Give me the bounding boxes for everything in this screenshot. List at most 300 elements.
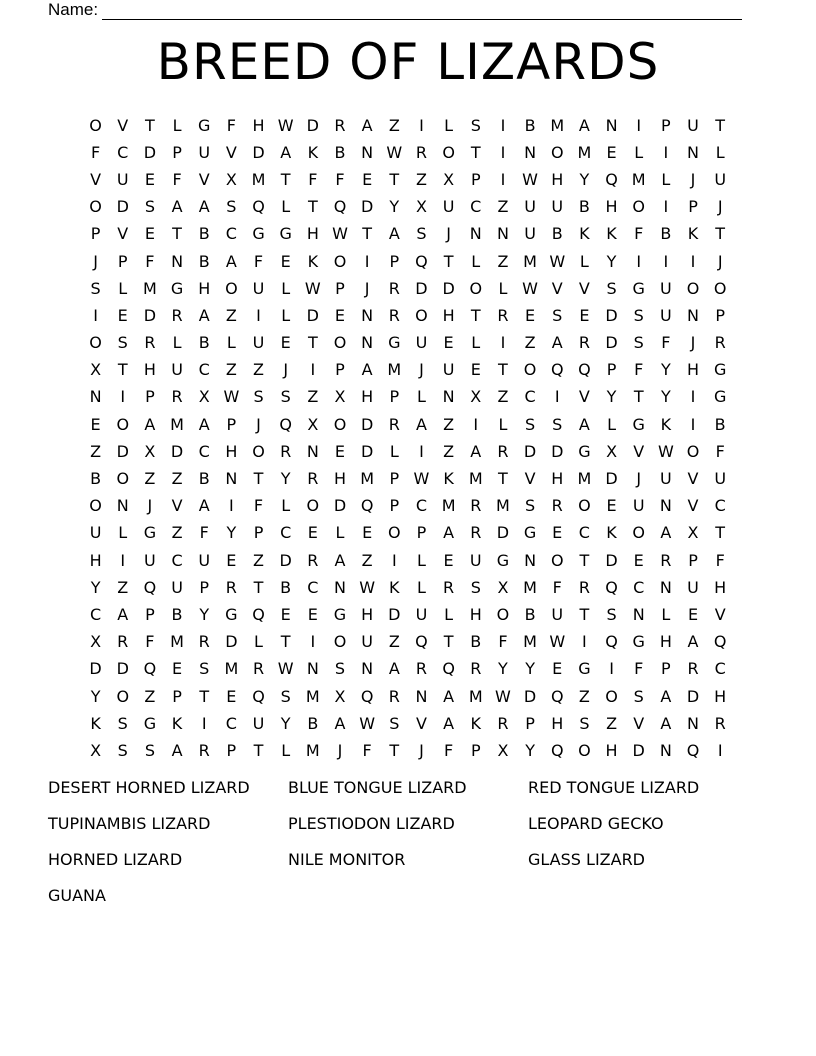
grid-cell: M (360, 469, 375, 489)
grid-cell: A (660, 713, 672, 733)
grid-cell: U (714, 169, 727, 189)
word-list-item: BLUE TONGUE LIZARD (288, 778, 467, 797)
grid-cell: N (687, 142, 699, 162)
grid-cell: W (413, 469, 430, 489)
grid-cell: M (523, 251, 537, 271)
grid-cell: T (715, 224, 726, 244)
grid-cell: S (226, 197, 237, 217)
grid-cell: K (660, 414, 672, 434)
grid-cell: K (606, 523, 617, 543)
grid-cell: T (579, 550, 590, 570)
grid-cell: Y (498, 659, 508, 679)
grid-cell: O (550, 142, 564, 162)
grid-cell: G (578, 441, 591, 461)
grid-cell: D (143, 142, 157, 162)
grid-cell: R (388, 414, 400, 434)
grid-cell: E (226, 686, 237, 706)
grid-cell: E (362, 169, 373, 189)
grid-cell: D (415, 278, 428, 298)
grid-cell: P (389, 387, 400, 407)
grid-cell: U (198, 550, 211, 570)
grid-cell: T (389, 169, 400, 189)
grid-cell: W (277, 659, 294, 679)
grid-cell: T (362, 224, 373, 244)
grid-cell: U (171, 577, 183, 597)
grid-cell: O (333, 333, 347, 353)
grid-cell: L (118, 523, 128, 543)
grid-cell: R (687, 659, 699, 679)
grid-cell: R (280, 441, 292, 461)
grid-cell: C (198, 360, 210, 380)
grid-cell: E (307, 523, 318, 543)
grid-cell: U (198, 142, 211, 162)
grid-cell: G (713, 360, 727, 380)
grid-cell: E (226, 550, 237, 570)
grid-cell: J (147, 496, 153, 516)
grid-cell: Y (226, 523, 237, 543)
grid-row (82, 139, 734, 166)
grid-cell: J (256, 414, 261, 434)
grid-cell: V (524, 469, 536, 489)
grid-cell: D (360, 441, 374, 461)
grid-cell: Q (360, 496, 374, 516)
grid-cell: R (497, 713, 509, 733)
grid-cell: N (632, 604, 645, 624)
grid-cell: A (198, 305, 210, 325)
grid-cell: V (225, 142, 237, 162)
grid-cell: Q (333, 197, 347, 217)
grid-cell: B (524, 115, 536, 135)
grid-cell: I (419, 115, 424, 135)
grid-cell: H (143, 360, 156, 380)
grid-cell: D (605, 305, 618, 325)
grid-cell: P (335, 360, 345, 380)
grid-cell: S (525, 496, 536, 516)
grid-row (82, 384, 734, 411)
grid-cell: L (118, 278, 128, 298)
grid-cell: L (579, 251, 589, 271)
grid-cell: H (659, 632, 672, 652)
grid-cell: I (582, 632, 587, 652)
grid-cell: Y (660, 387, 671, 407)
grid-cell: H (714, 686, 727, 706)
grid-cell: H (306, 224, 319, 244)
grid-cell: N (116, 496, 129, 516)
grid-cell: O (89, 197, 102, 217)
grid-cell: M (441, 496, 456, 516)
grid-cell: J (690, 169, 696, 189)
grid-cell: N (415, 686, 428, 706)
grid-row (82, 357, 734, 384)
grid-cell: J (717, 197, 723, 217)
grid-cell: D (116, 659, 129, 679)
grid-cell: P (335, 278, 345, 298)
grid-cell: P (389, 496, 400, 516)
grid-cell: D (551, 441, 564, 461)
grid-cell: F (253, 496, 264, 516)
grid-cell: T (715, 115, 726, 135)
grid-cell: J (419, 740, 424, 760)
grid-cell: H (551, 469, 564, 489)
grid-cell: I (391, 550, 397, 570)
grid-cell: T (443, 251, 454, 271)
grid-cell: G (143, 523, 157, 543)
grid-cell: B (578, 197, 590, 217)
grid-cell: M (305, 686, 320, 706)
grid-cell: I (229, 496, 234, 516)
grid-cell: X (415, 197, 427, 217)
grid-cell: P (470, 740, 481, 760)
grid-cell: H (442, 305, 455, 325)
grid-cell: M (142, 278, 157, 298)
grid-cell: Z (171, 469, 183, 489)
grid-cell: C (714, 659, 726, 679)
grid-cell: Q (686, 740, 700, 760)
grid-cell: K (606, 224, 617, 244)
grid-cell: L (471, 333, 481, 353)
grid-cell: B (714, 414, 726, 434)
grid-cell: B (334, 142, 346, 162)
grid-cell: O (469, 278, 483, 298)
grid-cell: J (283, 360, 289, 380)
grid-cell: G (578, 659, 591, 679)
grid-cell: H (89, 550, 102, 570)
word-list-item: RED TONGUE LIZARD (528, 778, 700, 797)
grid-cell: Z (144, 686, 156, 706)
grid-cell: R (497, 305, 509, 325)
grid-cell: N (659, 496, 672, 516)
grid-cell: V (415, 713, 427, 733)
grid-cell: A (578, 414, 590, 434)
grid-row (82, 710, 734, 737)
grid-cell: H (714, 577, 727, 597)
grid-cell: T (307, 197, 318, 217)
grid-cell: G (632, 414, 645, 434)
grid-cell: X (90, 740, 102, 760)
grid-cell: H (469, 604, 482, 624)
grid-cell: S (525, 414, 536, 434)
grid-row (82, 302, 734, 329)
grid-cell: B (280, 577, 292, 597)
grid-cell: S (470, 577, 481, 597)
grid-cell: R (252, 659, 265, 679)
grid-cell: O (89, 115, 102, 135)
grid-cell: E (144, 224, 155, 244)
page-title: BREED OF LIZARDS (156, 33, 660, 91)
grid-cell: R (388, 278, 400, 298)
grid-cell: Z (415, 169, 427, 189)
grid-cell: J (717, 251, 723, 271)
grid-cell: C (89, 604, 102, 624)
grid-cell: R (307, 469, 319, 489)
grid-cell: B (90, 469, 102, 489)
grid-cell: L (335, 523, 345, 543)
grid-cell: L (661, 169, 671, 189)
word-list-item: PLESTIODON LIZARD (288, 814, 455, 833)
grid-cell: L (416, 387, 426, 407)
grid-cell: U (551, 197, 564, 217)
grid-cell: Z (253, 550, 264, 570)
grid-cell: Q (578, 360, 591, 380)
grid-cell: L (416, 577, 426, 597)
grid-cell: T (443, 632, 454, 652)
grid-cell: U (469, 550, 482, 570)
grid-cell: E (443, 333, 454, 353)
grid-cell: O (496, 604, 510, 624)
grid-cell: R (117, 632, 129, 652)
grid-cell: B (171, 604, 183, 624)
grid-cell: H (551, 713, 564, 733)
grid-cell: T (715, 523, 726, 543)
grid-cell: O (116, 469, 130, 489)
grid-cell: F (715, 441, 725, 461)
grid-cell: T (172, 224, 182, 244)
grid-cell: Z (606, 713, 618, 733)
grid-cell: L (281, 197, 291, 217)
grid-cell: N (361, 659, 374, 679)
grid-cell: K (389, 577, 400, 597)
grid-cell: T (470, 305, 481, 325)
grid-cell: V (117, 115, 129, 135)
grid-cell: M (550, 115, 565, 135)
grid-cell: F (226, 115, 236, 135)
grid-cell: O (306, 496, 320, 516)
grid-cell: C (633, 577, 645, 597)
grid-cell: E (90, 414, 101, 434)
grid-cell: D (116, 197, 129, 217)
grid-cell: O (225, 278, 238, 298)
grid-cell: I (690, 387, 696, 407)
grid-cell: A (388, 224, 400, 244)
grid-cell: E (470, 360, 481, 380)
grid-cell: Y (389, 197, 400, 217)
grid-cell: O (632, 197, 645, 217)
grid-cell: I (473, 414, 479, 434)
grid-cell: W (549, 632, 566, 652)
grid-cell: D (360, 197, 374, 217)
grid-cell: S (633, 305, 644, 325)
name-field (48, 0, 742, 20)
grid-cell: V (687, 496, 699, 516)
grid-cell: T (253, 577, 264, 597)
grid-cell: W (522, 169, 538, 189)
grid-cell: A (198, 197, 210, 217)
grid-cell: A (225, 251, 237, 271)
grid-cell: N (89, 387, 102, 407)
grid-cell: Z (497, 197, 509, 217)
grid-cell: B (198, 333, 210, 353)
grid-cell: L (172, 333, 182, 353)
grid-cell: A (198, 414, 210, 434)
grid-cell: P (525, 713, 535, 733)
grid-cell: I (201, 713, 207, 733)
grid-cell: S (552, 305, 563, 325)
grid-cell: Q (605, 632, 618, 652)
grid-cell: L (281, 740, 291, 760)
grid-cell: L (498, 278, 508, 298)
word-list-item: GUANA (48, 886, 106, 905)
grid-row (82, 411, 734, 438)
grid-cell: U (415, 604, 428, 624)
grid-cell: I (120, 387, 126, 407)
grid-cell: H (225, 441, 238, 461)
grid-cell: U (116, 169, 129, 189)
grid-cell: V (551, 278, 563, 298)
grid-cell: P (389, 469, 400, 489)
grid-cell: Z (361, 550, 373, 570)
grid-cell: O (578, 740, 591, 760)
grid-cell: C (524, 387, 536, 407)
grid-cell: T (199, 686, 210, 706)
grid-cell: C (225, 224, 237, 244)
grid-row (82, 330, 734, 357)
name-label: Name: (48, 0, 99, 19)
grid-cell: R (660, 550, 672, 570)
grid-cell: L (715, 142, 725, 162)
grid-cell: R (171, 305, 183, 325)
grid-cell: A (280, 142, 292, 162)
grid-cell: S (199, 659, 210, 679)
grid-cell: N (659, 577, 672, 597)
grid-cell: V (578, 387, 590, 407)
grid-cell: I (500, 115, 506, 135)
grid-cell: T (389, 740, 400, 760)
grid-cell: U (714, 469, 727, 489)
grid-cell: P (389, 251, 400, 271)
grid-cell: W (223, 387, 240, 407)
word-list-item: DESERT HORNED LIZARD (48, 778, 250, 797)
grid-cell: X (334, 686, 346, 706)
grid-cell: P (661, 115, 671, 135)
grid-cell: N (171, 251, 184, 271)
grid-cell: M (577, 142, 592, 162)
grid-cell: Z (225, 360, 237, 380)
grid-cell: N (524, 550, 537, 570)
grid-cell: I (636, 251, 642, 271)
grid-row (82, 112, 734, 139)
grid-cell: N (605, 115, 618, 135)
grid-cell: X (90, 632, 102, 652)
grid-cell: P (715, 305, 725, 325)
grid-cell: X (225, 169, 237, 189)
grid-cell: O (442, 142, 455, 162)
grid-cell: G (632, 632, 645, 652)
grid-cell: J (419, 360, 424, 380)
grid-cell: R (388, 305, 400, 325)
grid-cell: J (93, 251, 98, 271)
grid-cell: F (715, 550, 725, 570)
grid-row (82, 248, 734, 275)
grid-cell: C (280, 523, 292, 543)
grid-cell: S (633, 333, 644, 353)
grid-cell: T (498, 469, 508, 489)
grid-cell: A (361, 115, 373, 135)
grid-cell: V (633, 441, 645, 461)
grid-cell: C (714, 496, 726, 516)
grid-cell: Y (280, 713, 291, 733)
grid-cell: L (471, 251, 481, 271)
grid-cell: M (251, 169, 266, 189)
word-list-item: TUPINAMBIS LIZARD (48, 814, 211, 833)
grid-cell: H (361, 604, 374, 624)
grid-cell: R (415, 659, 428, 679)
grid-cell: K (90, 713, 101, 733)
grid-cell: D (605, 333, 618, 353)
grid-cell: T (117, 360, 128, 380)
grid-cell: A (334, 550, 346, 570)
grid-cell: N (361, 142, 374, 162)
grid-cell: S (389, 713, 400, 733)
grid-row (82, 520, 734, 547)
grid-cell: I (310, 632, 316, 652)
grid-cell: O (632, 523, 645, 543)
grid-cell: S (90, 278, 101, 298)
grid-cell: K (579, 224, 590, 244)
grid-cell: A (443, 523, 455, 543)
grid-cell: U (660, 469, 672, 489)
grid-cell: T (280, 632, 291, 652)
grid-cell: I (500, 333, 506, 353)
grid-cell: D (388, 604, 401, 624)
grid-cell: E (606, 496, 617, 516)
grid-cell: A (660, 523, 672, 543)
grid-cell: X (470, 387, 482, 407)
grid-cell: V (90, 169, 102, 189)
grid-cell: T (145, 115, 155, 135)
grid-cell: F (634, 224, 644, 244)
grid-cell: O (388, 523, 401, 543)
grid-cell: R (497, 441, 509, 461)
grid-cell: O (605, 686, 618, 706)
grid-cell: C (307, 577, 319, 597)
grid-cell: Y (579, 169, 590, 189)
grid-cell: M (468, 469, 483, 489)
grid-cell: J (364, 278, 370, 298)
grid-cell: N (442, 387, 455, 407)
grid-cell: P (145, 604, 155, 624)
grid-cell: Z (388, 115, 400, 135)
grid-cell: F (661, 333, 671, 353)
grid-cell: W (304, 278, 321, 298)
grid-cell: L (498, 414, 508, 434)
grid-cell: N (524, 142, 537, 162)
grid-cell: V (714, 604, 726, 624)
grid-cell: W (332, 224, 348, 244)
grid-cell: R (551, 496, 563, 516)
grid-cell: Z (497, 387, 509, 407)
grid-cell: L (661, 604, 671, 624)
grid-cell: D (170, 441, 184, 461)
grid-cell: I (93, 305, 98, 325)
grid-cell: Q (605, 169, 618, 189)
grid-cell: Z (307, 387, 319, 407)
grid-cell: B (470, 632, 482, 652)
grid-cell: X (334, 387, 346, 407)
grid-cell: Q (252, 197, 265, 217)
grid-cell: Q (252, 686, 265, 706)
grid-row (82, 221, 734, 248)
grid-cell: F (362, 740, 372, 760)
grid-cell: T (280, 169, 291, 189)
grid-cell: Y (199, 604, 210, 624)
grid-cell: K (171, 713, 183, 733)
grid-cell: S (253, 387, 264, 407)
grid-cell: Z (253, 360, 264, 380)
grid-cell: F (498, 632, 508, 652)
grid-cell: E (280, 251, 291, 271)
grid-cell: O (252, 441, 265, 461)
grid-cell: I (609, 659, 614, 679)
